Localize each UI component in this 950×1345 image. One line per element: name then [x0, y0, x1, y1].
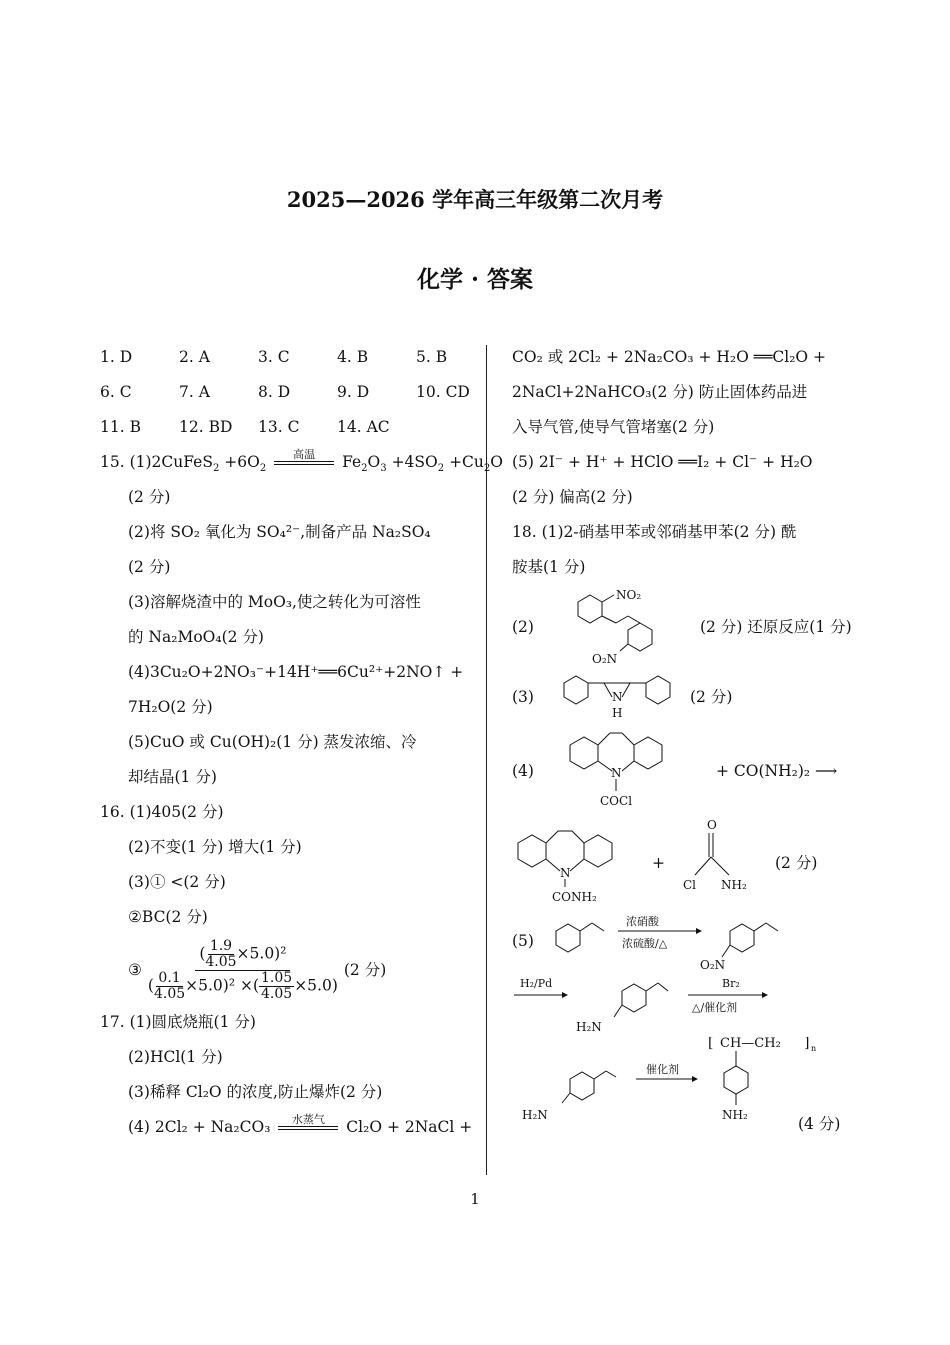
q17-part2: (2)HCl(1 分): [128, 1048, 223, 1066]
polymer-repeat-unit: CH—CH₂: [720, 1037, 781, 1051]
page-subtitle: 化学 · 答案: [416, 266, 534, 293]
q18-part2: [512, 585, 857, 669]
q15-part4: (4)3Cu₂O+2NO₃⁻+14H⁺══6Cu²⁺+2NO↑ +: [128, 663, 464, 681]
q15-part2: (2)将 SO₂ 氧化为 SO₄²⁻,制备产品 Na₂SO₄: [128, 523, 431, 541]
chlorine-label: Cl: [683, 878, 697, 892]
polymer-subscript: n: [811, 1044, 817, 1053]
reagent-label: △/催化剂: [692, 1001, 738, 1014]
text: (2): [512, 617, 534, 636]
text: Fe: [342, 453, 362, 471]
mc-answer: 10. CD: [416, 383, 470, 401]
q16-part2: (2)不变(1 分) 增大(1 分): [128, 838, 302, 856]
q15-part3-cont: 的 Na₂MoO₄(2 分): [128, 628, 264, 646]
q17-part5: (5) 2I⁻ + H⁺ + HClO ══I₂ + Cl⁻ + H₂O: [512, 453, 813, 471]
mc-answer: 14. AC: [337, 418, 390, 436]
text: (2 分) 还原反应(1 分): [700, 617, 852, 636]
reaction-condition: 高温: [274, 449, 334, 477]
mc-answer: 2. A: [179, 348, 210, 366]
text: (5): [512, 931, 534, 950]
q15-score: (2 分): [128, 488, 171, 506]
text: + CO(NH₂)₂ ⟶: [716, 761, 838, 780]
mc-answer: 13. C: [258, 418, 300, 436]
text: (2 分): [343, 960, 387, 979]
polymer-bracket: ]: [804, 1037, 810, 1051]
mc-answer: 5. B: [416, 348, 448, 366]
text: +Cu: [449, 453, 484, 471]
q17-part5-cont: (2 分) 偏高(2 分): [512, 488, 633, 506]
mc-answer: 6. C: [100, 383, 132, 401]
synthesis-step2: [512, 973, 812, 1037]
left-column: [100, 340, 503, 1145]
nitrogen-label: N: [611, 766, 622, 780]
reagent-label: 催化剂: [646, 1063, 679, 1076]
nitro-label: NO₂: [616, 588, 642, 602]
substituent-label: COCl: [600, 794, 633, 808]
text: O: [490, 453, 503, 471]
q18-part4-products: [512, 817, 857, 909]
mc-answer: 7. A: [179, 383, 210, 401]
right-column: [512, 340, 857, 1137]
text: (2 分): [690, 687, 733, 706]
q16-part3b: ②BC(2 分): [128, 908, 208, 926]
reagent-label: 浓硝酸: [626, 915, 659, 928]
reagent-label: Br₂: [722, 977, 740, 990]
kp-expression: [100, 935, 470, 1005]
q15-part1: 15. (1)2CuFeS$_2$ $+6O_2$ 高温 $Fe_2O_3 +4SO_2 +Cu_2O$: [100, 445, 470, 480]
hydrogen-label: H: [612, 706, 623, 720]
page-number: 1: [470, 1190, 480, 1208]
fraction: ( $\frac{1.9}{4.05}$ ×5.0)² ( $\frac{0.1}{4.05}$ ×5.0)² ×( $\frac{1.05}{4.05}$ ×5.0): [147, 937, 338, 1002]
q18-part1-cont: 胺基(1 分): [512, 558, 586, 576]
q18-part5-score: (4 分): [798, 1115, 841, 1133]
carbonyl-chloride-structure: [550, 725, 690, 817]
mc-answer: 3. C: [258, 348, 290, 366]
q17-part4-cont: CO₂ 或 2Cl₂ + 2Na₂CO₃ + H₂O ══Cl₂O +: [512, 348, 827, 366]
page-title: 2025—2026 学年高三年级第二次月考: [286, 187, 664, 212]
q15-part5-cont: 却结晶(1 分): [128, 768, 217, 786]
reagent-label: 浓硫酸/△: [622, 937, 668, 950]
q18-part5-step1: [512, 909, 857, 973]
q18-part3: [512, 669, 857, 725]
q18-part5-step2: [512, 973, 857, 1037]
carboxamide-structure: [512, 817, 642, 909]
plus-sign: +: [652, 853, 665, 872]
aziridine-structure: [550, 669, 690, 725]
q15-part5: (5)CuO 或 Cu(OH)₂(1 分) 蒸发浓缩、冷: [128, 733, 417, 751]
q15-part3: (3)溶解烧渣中的 MoO₃,使之转化为可溶性: [128, 593, 421, 611]
dinitrobibenzyl-structure: [550, 585, 700, 669]
mc-answer: 4. B: [337, 348, 369, 366]
q16-part3: (3)① <(2 分): [128, 873, 226, 891]
reaction-condition: 水蒸气: [278, 1114, 338, 1142]
nitrogen-label: N: [560, 866, 571, 880]
text: ③: [128, 960, 142, 979]
mc-answer: 12. BD: [179, 418, 233, 436]
q17-part4: [100, 1110, 473, 1145]
q15-part4-cont: 7H₂O(2 分): [128, 698, 213, 716]
text: (2 分): [775, 853, 818, 872]
q15-part2-score: (2 分): [128, 558, 171, 576]
nitrogen-label: N: [612, 690, 623, 704]
mc-answer: 11. B: [100, 418, 141, 436]
mc-answer: 1. D: [100, 348, 133, 366]
q17-part4-cont2: 2NaCl+2NaHCO₃(2 分) 防止固体药品进: [512, 383, 808, 401]
oxygen-label: O: [707, 818, 717, 832]
amino-label: H₂N: [522, 1108, 548, 1122]
polymer-bracket: [: [708, 1037, 714, 1051]
text: (4): [512, 761, 534, 780]
substituent-label: CONH₂: [552, 890, 597, 904]
amino-label: H₂N: [576, 1020, 602, 1034]
text: +6O: [224, 453, 260, 471]
mc-answer-grid: [100, 340, 470, 445]
mc-answer: 9. D: [337, 383, 370, 401]
amino-label: NH₂: [722, 1108, 748, 1122]
text: +4SO: [391, 453, 438, 471]
carbamoyl-chloride-structure: [675, 817, 755, 909]
q17-part1: 17. (1)圆底烧瓶(1 分): [100, 1013, 256, 1031]
text: 15. (1)2CuFeS: [100, 453, 213, 471]
reagent-label: H₂/Pd: [520, 977, 553, 990]
q18-part4: [512, 725, 857, 817]
q16-part1: 16. (1)405(2 分): [100, 803, 224, 821]
amino-label: NH₂: [721, 878, 747, 892]
q17-part3: (3)稀释 Cl₂O 的浓度,防止爆炸(2 分): [128, 1083, 383, 1101]
mc-answer: 8. D: [258, 383, 291, 401]
text: O: [367, 453, 381, 471]
nitro-label: O₂N: [700, 958, 726, 972]
text: (4) 2Cl₂ + Na₂CO₃: [128, 1118, 271, 1136]
synthesis-step1: [550, 909, 840, 973]
q18-part1: 18. (1)2-硝基甲苯或邻硝基甲苯(2 分) 酰: [512, 523, 797, 541]
text: (3): [512, 687, 534, 706]
text: Cl₂O + 2NaCl +: [346, 1118, 473, 1136]
nitro-label: O₂N: [592, 652, 618, 666]
q17-part4-cont3: 入导气管,使导气管堵塞(2 分): [512, 418, 715, 436]
